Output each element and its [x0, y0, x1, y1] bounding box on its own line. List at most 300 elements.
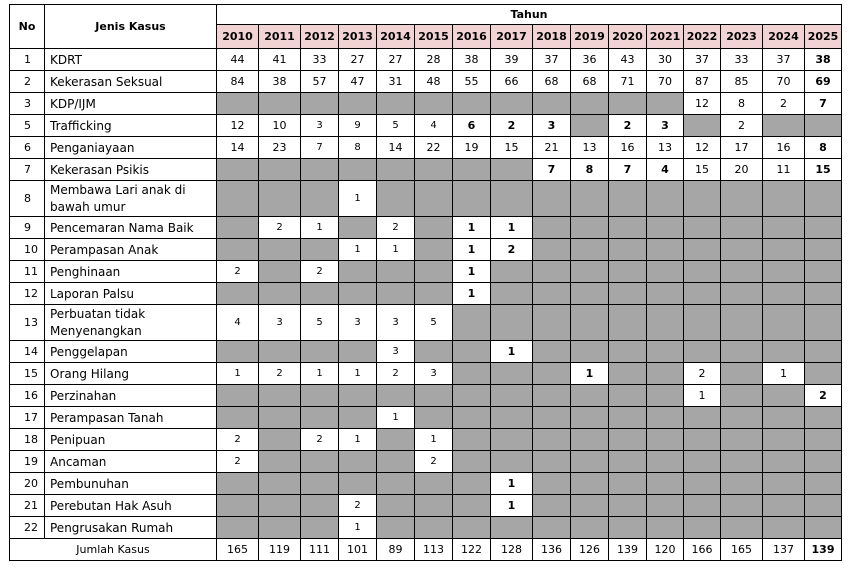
case-count-cell	[721, 451, 763, 473]
case-count-cell: 2	[377, 217, 415, 239]
case-count-cell	[491, 159, 533, 181]
row-number: 20	[10, 473, 45, 495]
case-count-cell	[259, 283, 301, 305]
case-count-cell	[647, 93, 684, 115]
case-count-cell	[571, 261, 609, 283]
case-count-cell	[377, 261, 415, 283]
case-count-cell: 10	[259, 115, 301, 137]
case-count-cell: 3	[377, 305, 415, 341]
total-cell: 126	[571, 539, 609, 561]
case-count-cell	[533, 451, 571, 473]
case-type: Perampasan Tanah	[45, 407, 217, 429]
table-row	[10, 181, 842, 217]
case-count-cell	[721, 473, 763, 495]
case-count-cell	[377, 159, 415, 181]
case-count-cell: 9	[339, 115, 377, 137]
case-count-cell	[415, 495, 453, 517]
case-count-cell: 30	[647, 49, 684, 71]
case-count-cell: 5	[301, 305, 339, 341]
case-count-cell: 3	[377, 341, 415, 363]
case-count-cell	[217, 473, 259, 495]
case-count-cell: 4	[647, 159, 684, 181]
case-count-cell: 12	[684, 93, 721, 115]
case-count-cell: 1	[491, 495, 533, 517]
case-count-cell	[453, 495, 491, 517]
case-count-cell: 1	[339, 429, 377, 451]
case-count-cell	[453, 407, 491, 429]
case-type: Perebutan Hak Asuh	[45, 495, 217, 517]
case-count-cell: 70	[647, 71, 684, 93]
case-count-cell	[415, 341, 453, 363]
case-count-cell	[339, 159, 377, 181]
case-count-cell	[609, 93, 647, 115]
case-count-cell: 2	[491, 115, 533, 137]
header-tahun: Tahun	[217, 5, 842, 25]
case-count-cell	[301, 159, 339, 181]
case-count-cell	[533, 181, 571, 217]
case-count-cell	[721, 181, 763, 217]
case-count-cell	[339, 385, 377, 407]
case-count-cell: 69	[805, 71, 842, 93]
case-count-cell	[453, 341, 491, 363]
case-count-cell: 1	[453, 239, 491, 261]
case-count-cell: 2	[609, 115, 647, 137]
table-row	[10, 283, 842, 305]
case-count-cell: 68	[571, 71, 609, 93]
case-count-cell	[533, 407, 571, 429]
year-header: 2025	[805, 25, 842, 49]
case-count-cell	[684, 451, 721, 473]
case-count-cell: 21	[533, 137, 571, 159]
case-count-cell: 15	[805, 159, 842, 181]
case-count-cell: 2	[301, 429, 339, 451]
case-count-cell: 71	[609, 71, 647, 93]
case-count-cell	[217, 341, 259, 363]
case-count-cell	[533, 93, 571, 115]
case-count-cell	[647, 363, 684, 385]
row-number: 7	[10, 159, 45, 181]
case-count-cell	[609, 429, 647, 451]
table-row	[10, 407, 842, 429]
case-count-cell	[763, 305, 805, 341]
case-count-cell	[259, 181, 301, 217]
year-header: 2016	[453, 25, 491, 49]
case-count-cell: 1	[339, 363, 377, 385]
year-header: 2012	[301, 25, 339, 49]
case-count-cell: 27	[339, 49, 377, 71]
table-row	[10, 159, 842, 181]
case-count-cell: 47	[339, 71, 377, 93]
case-count-cell: 37	[684, 49, 721, 71]
total-cell: 89	[377, 539, 415, 561]
year-header: 2022	[684, 25, 721, 49]
row-number: 1	[10, 49, 45, 71]
case-count-cell	[301, 283, 339, 305]
case-count-cell	[377, 429, 415, 451]
case-count-cell: 31	[377, 71, 415, 93]
case-count-cell	[533, 283, 571, 305]
case-count-cell	[647, 429, 684, 451]
case-count-cell	[721, 429, 763, 451]
case-count-cell	[763, 181, 805, 217]
case-count-cell	[805, 495, 842, 517]
row-number: 21	[10, 495, 45, 517]
case-count-cell	[533, 517, 571, 539]
case-count-cell: 37	[533, 49, 571, 71]
case-count-cell: 8	[571, 159, 609, 181]
case-count-cell	[647, 407, 684, 429]
case-count-cell	[763, 283, 805, 305]
case-count-cell: 28	[415, 49, 453, 71]
case-count-cell	[721, 341, 763, 363]
case-count-cell	[491, 429, 533, 451]
case-count-cell: 2	[301, 261, 339, 283]
case-count-cell	[259, 385, 301, 407]
case-count-cell: 7	[805, 93, 842, 115]
case-count-cell	[647, 217, 684, 239]
case-count-cell	[533, 473, 571, 495]
case-count-cell: 20	[721, 159, 763, 181]
case-count-cell	[763, 451, 805, 473]
case-count-cell	[763, 473, 805, 495]
case-count-cell: 87	[684, 71, 721, 93]
total-cell: 101	[339, 539, 377, 561]
case-count-cell: 14	[217, 137, 259, 159]
case-type: Trafficking	[45, 115, 217, 137]
case-count-cell: 6	[453, 115, 491, 137]
case-count-cell: 3	[259, 305, 301, 341]
case-count-cell	[763, 115, 805, 137]
case-count-cell: 16	[763, 137, 805, 159]
case-type: Penipuan	[45, 429, 217, 451]
case-count-cell	[571, 239, 609, 261]
case-count-cell	[684, 341, 721, 363]
case-count-cell	[453, 363, 491, 385]
table-row	[10, 71, 842, 93]
total-cell: 128	[491, 539, 533, 561]
case-count-cell: 1	[453, 217, 491, 239]
case-count-cell	[684, 407, 721, 429]
case-count-cell: 13	[647, 137, 684, 159]
case-count-cell	[721, 363, 763, 385]
case-count-cell: 1	[571, 363, 609, 385]
case-count-cell	[377, 517, 415, 539]
row-number: 9	[10, 217, 45, 239]
case-count-cell	[609, 239, 647, 261]
case-count-cell: 12	[217, 115, 259, 137]
case-count-cell: 1	[377, 239, 415, 261]
table-row	[10, 517, 842, 539]
total-cell: 137	[763, 539, 805, 561]
case-count-cell: 55	[453, 71, 491, 93]
case-count-cell	[684, 181, 721, 217]
case-count-cell: 2	[217, 261, 259, 283]
case-count-cell: 38	[453, 49, 491, 71]
case-count-cell	[721, 305, 763, 341]
case-count-cell	[571, 115, 609, 137]
case-count-cell	[217, 93, 259, 115]
case-count-cell	[377, 495, 415, 517]
case-count-cell	[377, 473, 415, 495]
case-count-cell: 57	[301, 71, 339, 93]
table-row	[10, 473, 842, 495]
case-count-cell	[453, 385, 491, 407]
table-row	[10, 137, 842, 159]
total-cell: 113	[415, 539, 453, 561]
case-count-cell	[415, 239, 453, 261]
case-count-cell	[377, 385, 415, 407]
case-count-cell	[684, 495, 721, 517]
case-count-cell	[763, 495, 805, 517]
case-count-cell: 1	[453, 261, 491, 283]
case-count-cell	[805, 473, 842, 495]
case-count-cell: 48	[415, 71, 453, 93]
case-count-cell: 37	[763, 49, 805, 71]
case-count-cell: 22	[415, 137, 453, 159]
case-count-cell	[491, 451, 533, 473]
case-type: Kekerasan Seksual	[45, 71, 217, 93]
case-count-cell: 3	[647, 115, 684, 137]
case-count-cell	[301, 451, 339, 473]
case-count-cell	[805, 305, 842, 341]
case-count-cell	[571, 495, 609, 517]
case-count-cell	[259, 495, 301, 517]
case-count-cell	[301, 239, 339, 261]
case-type: Pencemaran Nama Baik	[45, 217, 217, 239]
case-count-cell	[571, 407, 609, 429]
case-count-cell	[609, 217, 647, 239]
case-count-cell	[647, 181, 684, 217]
case-count-cell: 19	[453, 137, 491, 159]
row-number: 15	[10, 363, 45, 385]
table-row	[10, 341, 842, 363]
year-header: 2021	[647, 25, 684, 49]
case-count-cell	[609, 407, 647, 429]
case-count-cell	[415, 517, 453, 539]
case-count-cell	[415, 407, 453, 429]
case-count-cell	[453, 517, 491, 539]
case-count-cell	[217, 385, 259, 407]
case-count-cell: 3	[415, 363, 453, 385]
case-count-cell: 2	[805, 385, 842, 407]
case-table-container	[9, 4, 842, 561]
case-count-cell	[453, 181, 491, 217]
year-header: 2017	[491, 25, 533, 49]
case-count-cell: 8	[805, 137, 842, 159]
case-count-cell	[533, 341, 571, 363]
header-jenis-kasus: Jenis Kasus	[45, 5, 217, 49]
case-count-cell	[217, 407, 259, 429]
case-count-cell	[301, 181, 339, 217]
case-count-cell	[339, 93, 377, 115]
case-count-cell	[453, 159, 491, 181]
case-count-cell	[571, 217, 609, 239]
case-count-cell	[684, 261, 721, 283]
case-count-cell	[609, 363, 647, 385]
case-count-cell	[415, 181, 453, 217]
case-count-cell	[721, 283, 763, 305]
case-count-cell	[571, 93, 609, 115]
case-count-cell	[805, 363, 842, 385]
case-count-cell: 1	[301, 363, 339, 385]
case-count-cell	[684, 115, 721, 137]
case-count-cell	[301, 517, 339, 539]
case-count-cell	[339, 451, 377, 473]
case-count-cell	[453, 451, 491, 473]
case-type: Perzinahan	[45, 385, 217, 407]
case-type: Penggelapan	[45, 341, 217, 363]
row-number: 14	[10, 341, 45, 363]
total-cell: 165	[721, 539, 763, 561]
year-header: 2010	[217, 25, 259, 49]
case-count-cell	[259, 429, 301, 451]
case-count-cell	[217, 495, 259, 517]
case-count-cell	[721, 261, 763, 283]
case-count-cell: 84	[217, 71, 259, 93]
case-count-cell	[763, 217, 805, 239]
case-type: Perampasan Anak	[45, 239, 217, 261]
case-count-cell	[684, 217, 721, 239]
case-count-cell	[571, 305, 609, 341]
case-count-cell	[684, 517, 721, 539]
case-count-cell: 33	[721, 49, 763, 71]
case-count-cell	[259, 473, 301, 495]
case-count-cell	[301, 93, 339, 115]
total-cell: 136	[533, 539, 571, 561]
case-count-cell	[217, 159, 259, 181]
case-count-cell	[571, 385, 609, 407]
case-count-cell	[609, 495, 647, 517]
case-count-cell	[491, 181, 533, 217]
case-count-cell	[609, 473, 647, 495]
case-count-cell: 15	[684, 159, 721, 181]
case-count-cell: 5	[415, 305, 453, 341]
case-count-cell: 38	[259, 71, 301, 93]
year-header: 2011	[259, 25, 301, 49]
case-type: Ancaman	[45, 451, 217, 473]
row-number: 18	[10, 429, 45, 451]
row-number: 6	[10, 137, 45, 159]
case-count-cell: 1	[763, 363, 805, 385]
case-count-cell	[301, 473, 339, 495]
year-header: 2013	[339, 25, 377, 49]
case-type: Pengrusakan Rumah	[45, 517, 217, 539]
year-header: 2019	[571, 25, 609, 49]
case-count-cell	[491, 283, 533, 305]
case-count-cell: 17	[721, 137, 763, 159]
case-count-cell: 1	[491, 341, 533, 363]
total-cell: 165	[217, 539, 259, 561]
case-count-cell	[571, 341, 609, 363]
case-count-cell: 33	[301, 49, 339, 71]
table-row	[10, 49, 842, 71]
case-count-cell: 2	[339, 495, 377, 517]
case-count-cell	[217, 283, 259, 305]
table-row	[10, 93, 842, 115]
total-cell: 111	[301, 539, 339, 561]
case-count-cell	[217, 217, 259, 239]
case-type: KDRT	[45, 49, 217, 71]
case-count-cell: 2	[217, 429, 259, 451]
case-count-cell: 43	[609, 49, 647, 71]
case-type: Kekerasan Psikis	[45, 159, 217, 181]
total-cell: 122	[453, 539, 491, 561]
case-count-cell	[377, 451, 415, 473]
year-header: 2023	[721, 25, 763, 49]
case-count-cell: 2	[491, 239, 533, 261]
case-count-cell	[415, 93, 453, 115]
case-count-cell	[339, 473, 377, 495]
case-count-cell	[533, 429, 571, 451]
case-count-cell	[609, 283, 647, 305]
case-count-cell	[763, 239, 805, 261]
case-type: KDP/IJM	[45, 93, 217, 115]
total-cell: 119	[259, 539, 301, 561]
table-row	[10, 363, 842, 385]
case-count-cell	[647, 283, 684, 305]
case-count-cell: 4	[415, 115, 453, 137]
year-header: 2014	[377, 25, 415, 49]
total-cell: 139	[805, 539, 842, 561]
case-count-cell	[721, 217, 763, 239]
case-count-cell	[684, 429, 721, 451]
case-count-cell	[259, 159, 301, 181]
table-row	[10, 429, 842, 451]
case-count-cell	[377, 283, 415, 305]
case-count-cell: 2	[684, 363, 721, 385]
case-count-cell	[301, 495, 339, 517]
case-count-cell: 5	[377, 115, 415, 137]
case-count-cell	[609, 261, 647, 283]
case-count-cell	[377, 181, 415, 217]
row-number: 17	[10, 407, 45, 429]
case-count-cell	[339, 217, 377, 239]
case-count-cell: 66	[491, 71, 533, 93]
case-count-cell: 70	[763, 71, 805, 93]
case-count-cell	[609, 385, 647, 407]
case-count-cell	[259, 93, 301, 115]
case-count-cell	[491, 363, 533, 385]
case-count-cell: 8	[339, 137, 377, 159]
case-count-cell: 2	[763, 93, 805, 115]
case-count-cell	[491, 517, 533, 539]
case-count-cell	[259, 407, 301, 429]
case-count-cell	[533, 305, 571, 341]
case-count-cell	[259, 517, 301, 539]
case-count-cell: 1	[684, 385, 721, 407]
case-count-cell	[805, 239, 842, 261]
case-count-cell	[684, 239, 721, 261]
case-count-cell	[217, 517, 259, 539]
case-count-cell: 14	[377, 137, 415, 159]
case-count-cell: 23	[259, 137, 301, 159]
case-count-cell	[415, 385, 453, 407]
case-count-cell	[491, 261, 533, 283]
case-count-cell	[805, 407, 842, 429]
case-count-cell: 27	[377, 49, 415, 71]
table-row	[10, 239, 842, 261]
case-count-cell	[339, 261, 377, 283]
total-cell: 166	[684, 539, 721, 561]
case-count-cell: 2	[259, 217, 301, 239]
case-count-cell	[339, 283, 377, 305]
row-number: 12	[10, 283, 45, 305]
case-type: Penganiayaan	[45, 137, 217, 159]
case-count-cell: 2	[377, 363, 415, 385]
case-count-cell	[259, 239, 301, 261]
case-count-cell: 1	[415, 429, 453, 451]
case-count-cell: 39	[491, 49, 533, 71]
